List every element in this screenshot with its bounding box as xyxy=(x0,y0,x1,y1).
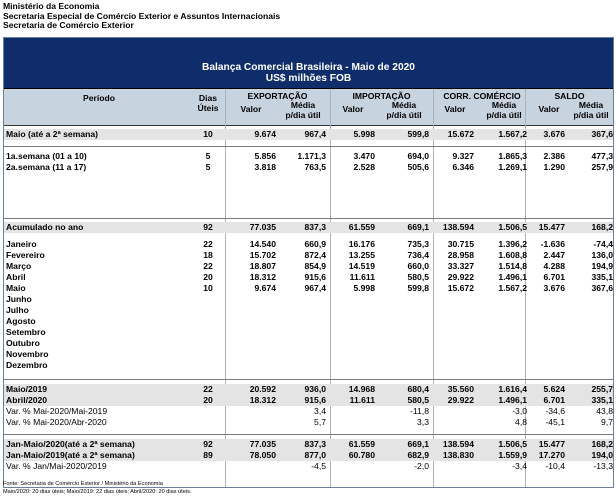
cell-saldo-media: 335,1 xyxy=(591,395,613,405)
cell-corrente-media: -3,4 xyxy=(512,461,527,471)
row-label: Dezembro xyxy=(6,360,48,370)
table-row xyxy=(4,283,613,294)
row-label: Maio xyxy=(6,283,26,293)
cell-import-media: 599,8 xyxy=(407,283,429,293)
cell-dias-uteis: 20 xyxy=(203,395,213,405)
col-header-dias: Dias xyxy=(198,93,218,103)
table-row xyxy=(4,450,613,461)
cell-saldo-media: 136,0 xyxy=(591,250,613,260)
cell-saldo-media: 194,0 xyxy=(591,450,613,460)
table-row xyxy=(4,349,613,360)
row-label: Maio (até a 2ª semana) xyxy=(6,129,99,139)
col-header-export-pdia: p/dia útil xyxy=(285,110,321,120)
row-label: Var. % Mai-2020/Abr-2020 xyxy=(6,417,107,427)
cell-corrente-valor: 138.594 xyxy=(442,222,474,232)
table-row xyxy=(4,162,613,173)
cell-export-media: 936,0 xyxy=(304,384,326,394)
cell-import-valor: 2.528 xyxy=(353,162,375,172)
cell-saldo-media: 43,8 xyxy=(596,406,613,416)
cell-import-valor: 61.559 xyxy=(348,439,375,449)
cell-export-media: 854,9 xyxy=(304,261,326,271)
cell-export-media: 967,4 xyxy=(304,283,326,293)
row-label: Março xyxy=(6,261,32,271)
col-header-corrente: CORR. COMÉRCIO xyxy=(443,91,521,101)
cell-saldo-valor: 15.477 xyxy=(538,222,565,232)
row-label: Outubro xyxy=(6,338,40,348)
cell-corrente-valor: 29.922 xyxy=(447,395,474,405)
cell-import-valor: 5.998 xyxy=(353,283,375,293)
cell-saldo-valor: 17.270 xyxy=(538,450,565,460)
cell-export-media: 915,6 xyxy=(304,272,326,282)
table-row xyxy=(4,129,613,140)
cell-saldo-valor: 2.386 xyxy=(543,151,565,161)
section-divider xyxy=(4,434,613,435)
cell-saldo-valor: -10,4 xyxy=(545,461,565,471)
table-row xyxy=(4,360,613,371)
cell-import-valor: 14.968 xyxy=(348,384,375,394)
cell-export-media: 5,7 xyxy=(314,417,326,427)
ministry-header xyxy=(3,2,280,31)
cell-export-valor: 15.702 xyxy=(249,250,276,260)
row-label: Var. % Jan/Mai-2020/2019 xyxy=(6,461,107,471)
section-divider xyxy=(4,146,613,147)
title-band xyxy=(4,38,613,89)
row-label: 2a.semana (11 a 17) xyxy=(6,162,87,172)
cell-corrente-valor: 29.922 xyxy=(447,272,474,282)
cell-corrente-media: 1.396,2 xyxy=(498,239,527,249)
cell-dias-uteis: 22 xyxy=(203,384,213,394)
cell-corrente-media: 1.608,8 xyxy=(498,250,527,260)
table-row xyxy=(4,261,613,272)
cell-dias-uteis: 22 xyxy=(203,239,213,249)
row-label: 1a.semana (01 a 10) xyxy=(6,151,87,161)
cell-saldo-valor: 3.676 xyxy=(543,129,565,139)
cell-corrente-media: 1.506,5 xyxy=(498,439,527,449)
cell-import-media: 3,3 xyxy=(417,417,429,427)
cell-export-media: 1.171,3 xyxy=(297,151,326,161)
row-label: Junho xyxy=(6,294,32,304)
cell-corrente-valor: 33.327 xyxy=(447,261,474,271)
cell-import-media: 735,3 xyxy=(407,239,429,249)
cell-saldo-valor: 6.701 xyxy=(543,272,565,282)
cell-saldo-valor: 4.288 xyxy=(543,261,565,271)
cell-export-valor: 18.312 xyxy=(249,395,276,405)
row-label: Acumulado no ano xyxy=(6,222,84,232)
cell-export-valor: 18.807 xyxy=(249,261,276,271)
row-label: Julho xyxy=(6,305,29,315)
cell-import-valor: 13.255 xyxy=(348,250,375,260)
cell-export-valor: 14.540 xyxy=(249,239,276,249)
col-header-saldo-valor: Valor xyxy=(538,104,560,114)
table-subtitle: US$ milhões FOB xyxy=(265,73,352,84)
row-label: Jan-Maio/2019(até a 2ª semana) xyxy=(6,450,135,460)
cell-corrente-media: 1.506,5 xyxy=(498,222,527,232)
cell-corrente-media: 1.269,1 xyxy=(498,162,527,172)
cell-import-valor: 61.559 xyxy=(348,222,375,232)
cell-export-valor: 5.856 xyxy=(254,151,276,161)
cell-saldo-media: 9,7 xyxy=(601,417,613,427)
cell-corrente-media: 1.514,8 xyxy=(498,261,527,271)
cell-import-media: 682,9 xyxy=(407,450,429,460)
header-line-secretariat-special: Secretaria Especial de Comércio Exterior e Assuntos Internacionais xyxy=(3,10,281,21)
section-divider xyxy=(4,218,613,219)
col-header-saldo-pdia: p/dia útil xyxy=(573,110,609,120)
cell-dias-uteis: 22 xyxy=(203,261,213,271)
cell-saldo-valor: -45,1 xyxy=(545,417,565,427)
cell-export-valor: 77.035 xyxy=(249,439,276,449)
row-label: Setembro xyxy=(6,327,46,337)
table-row xyxy=(4,395,613,406)
col-header-import-media: Média xyxy=(391,100,417,110)
col-header-corrente-media: Média xyxy=(491,100,517,110)
cell-saldo-valor: 6.701 xyxy=(543,395,565,405)
col-header-exportacao: EXPORTAÇÃO xyxy=(247,91,308,101)
cell-import-media: 580,5 xyxy=(407,395,429,405)
cell-dias-uteis: 18 xyxy=(203,250,213,260)
cell-import-media: 505,6 xyxy=(407,162,429,172)
cell-export-valor: 9.674 xyxy=(254,283,276,293)
cell-corrente-valor: 15.672 xyxy=(447,283,474,293)
cell-dias-uteis: 10 xyxy=(203,283,213,293)
row-label: Abril xyxy=(6,272,26,282)
cell-export-valor: 9.674 xyxy=(254,129,276,139)
trade-balance-table xyxy=(3,37,614,488)
cell-saldo-media: 194,9 xyxy=(591,261,613,271)
cell-saldo-media: 257,9 xyxy=(591,162,613,172)
cell-export-valor: 3.818 xyxy=(254,162,276,172)
cell-import-media: 580,5 xyxy=(407,272,429,282)
row-label: Janeiro xyxy=(6,239,37,249)
cell-import-valor: 14.519 xyxy=(348,261,375,271)
cell-saldo-media: 335,1 xyxy=(591,272,613,282)
table-title-block xyxy=(4,62,613,84)
cell-corrente-valor: 6.346 xyxy=(452,162,474,172)
cell-export-media: 3,4 xyxy=(314,406,326,416)
table-row xyxy=(4,151,613,162)
col-header-importacao: IMPORTAÇÃO xyxy=(352,91,411,101)
cell-corrente-valor: 30.715 xyxy=(447,239,474,249)
cell-import-valor: 60.780 xyxy=(348,450,375,460)
cell-export-valor: 78.050 xyxy=(249,450,276,460)
cell-saldo-valor: 1.290 xyxy=(543,162,565,172)
table-row xyxy=(4,439,613,450)
cell-import-valor: 5.998 xyxy=(353,129,375,139)
row-label: Agosto xyxy=(6,316,36,326)
cell-dias-uteis: 5 xyxy=(205,162,211,172)
footnote-working-days: Maio/2020: 20 dias úteis; Maio/2019: 22 dias úteis; Abril/2020: 20 dias úteis. xyxy=(3,489,192,495)
table-row xyxy=(4,406,613,417)
cell-import-media: -11,8 xyxy=(410,406,429,416)
col-header-corrente-pdia: p/dia útil xyxy=(486,110,522,120)
table-row xyxy=(4,222,613,233)
cell-export-media: 877,0 xyxy=(304,450,326,460)
cell-import-media: 680,4 xyxy=(407,384,429,394)
col-header-uteis: Úteis xyxy=(197,103,219,113)
cell-dias-uteis: 20 xyxy=(203,272,213,282)
cell-export-media: 837,3 xyxy=(304,222,326,232)
cell-export-valor: 20.592 xyxy=(249,384,276,394)
cell-import-media: 694,0 xyxy=(407,151,429,161)
table-row xyxy=(4,384,613,395)
cell-import-valor: 3.470 xyxy=(353,151,375,161)
table-row xyxy=(4,294,613,305)
cell-import-valor: 16.176 xyxy=(348,239,375,249)
cell-dias-uteis: 92 xyxy=(203,222,213,232)
row-label: Maio/2019 xyxy=(6,384,48,394)
header-line-ministry: Ministério da Economia xyxy=(3,1,100,11)
cell-saldo-media: -13,3 xyxy=(593,461,613,471)
table-row xyxy=(4,272,613,283)
cell-export-media: 763,5 xyxy=(304,162,326,172)
table-row xyxy=(4,417,613,428)
cell-corrente-media: 1.567,2 xyxy=(498,129,527,139)
cell-saldo-valor: 2.447 xyxy=(543,250,565,260)
cell-corrente-media: 1.496,1 xyxy=(498,395,527,405)
cell-export-media: 837,3 xyxy=(304,439,326,449)
cell-saldo-media: 168,2 xyxy=(591,439,613,449)
table-row xyxy=(4,239,613,250)
cell-saldo-media: 367,6 xyxy=(591,129,613,139)
cell-saldo-media: 255,7 xyxy=(591,384,613,394)
cell-saldo-valor: -34,6 xyxy=(545,406,565,416)
cell-corrente-media: 4,8 xyxy=(515,417,527,427)
table-title: Balança Comercial Brasileira - Maio de 2020 xyxy=(202,62,415,73)
row-label: Fevereiro xyxy=(6,250,45,260)
cell-saldo-valor: 5.624 xyxy=(543,384,565,394)
table-row xyxy=(4,316,613,327)
row-label: Jan-Maio/2020(até a 2ª semana) xyxy=(6,439,135,449)
section-divider xyxy=(4,379,613,380)
cell-corrente-valor: 138.594 xyxy=(442,439,474,449)
cell-export-media: -4,5 xyxy=(311,461,326,471)
cell-corrente-valor: 35.560 xyxy=(447,384,474,394)
col-header-import-valor: Valor xyxy=(342,104,364,114)
cell-import-media: 599,8 xyxy=(407,129,429,139)
cell-saldo-valor: 15.477 xyxy=(538,439,565,449)
row-label: Var. % Mai-2020/Mai-2019 xyxy=(6,406,108,416)
cell-saldo-media: 168,2 xyxy=(591,222,613,232)
cell-saldo-media: 367,6 xyxy=(591,283,613,293)
col-header-saldo-media: Média xyxy=(578,100,604,110)
cell-corrente-media: 1.559,9 xyxy=(498,450,527,460)
cell-export-media: 967,4 xyxy=(304,129,326,139)
cell-dias-uteis: 89 xyxy=(203,450,213,460)
cell-export-media: 660,9 xyxy=(304,239,326,249)
cell-saldo-media: 477,3 xyxy=(591,151,613,161)
cell-corrente-media: 1.865,3 xyxy=(498,151,527,161)
cell-export-valor: 18.312 xyxy=(249,272,276,282)
cell-corrente-valor: 15.672 xyxy=(447,129,474,139)
col-header-export-media: Média xyxy=(290,100,316,110)
cell-import-valor: 11.611 xyxy=(349,395,375,405)
cell-import-media: 736,4 xyxy=(407,250,429,260)
cell-saldo-valor: -1.636 xyxy=(540,239,565,249)
cell-dias-uteis: 92 xyxy=(203,439,213,449)
cell-import-media: 660,0 xyxy=(407,261,429,271)
cell-corrente-valor: 28.958 xyxy=(447,250,474,260)
cell-corrente-valor: 138.830 xyxy=(442,450,474,460)
cell-dias-uteis: 10 xyxy=(203,129,213,139)
cell-import-media: 669,1 xyxy=(407,439,429,449)
header-line-secretariat: Secretaria de Comércio Exterior xyxy=(3,20,134,31)
row-label: Abril/2020 xyxy=(6,395,48,405)
cell-saldo-valor: 3.676 xyxy=(543,283,565,293)
col-header-periodo: Período xyxy=(83,93,115,103)
cell-corrente-valor: 9.327 xyxy=(452,151,474,161)
cell-corrente-media: 1.567,2 xyxy=(498,283,527,293)
cell-saldo-media: -74,4 xyxy=(593,239,613,249)
cell-export-media: 872,4 xyxy=(304,250,326,260)
table-row xyxy=(4,461,613,472)
cell-corrente-media: 1.496,1 xyxy=(498,272,527,282)
cell-import-media: -2,0 xyxy=(414,461,429,471)
table-row xyxy=(4,338,613,349)
cell-corrente-media: 1.616,4 xyxy=(498,384,527,394)
table-row xyxy=(4,250,613,261)
row-label: Novembro xyxy=(6,349,49,359)
table-row xyxy=(4,327,613,338)
cell-export-valor: 77.035 xyxy=(249,222,276,232)
cell-import-media: 669,1 xyxy=(407,222,429,232)
cell-import-valor: 11.611 xyxy=(349,272,375,282)
table-row xyxy=(4,305,613,316)
cell-export-media: 915,6 xyxy=(304,395,326,405)
cell-corrente-media: -3,0 xyxy=(512,406,527,416)
col-header-saldo: SALDO xyxy=(554,91,585,101)
footnote-source: Fonte: Secretaria de Comércio Exterior / Ministério da Economia xyxy=(3,481,163,487)
cell-dias-uteis: 5 xyxy=(205,151,211,161)
col-header-corrente-valor: Valor xyxy=(444,104,466,114)
table-header xyxy=(4,89,613,126)
col-header-import-pdia: p/dia útil xyxy=(386,110,422,120)
col-header-export-valor: Valor xyxy=(240,104,262,114)
